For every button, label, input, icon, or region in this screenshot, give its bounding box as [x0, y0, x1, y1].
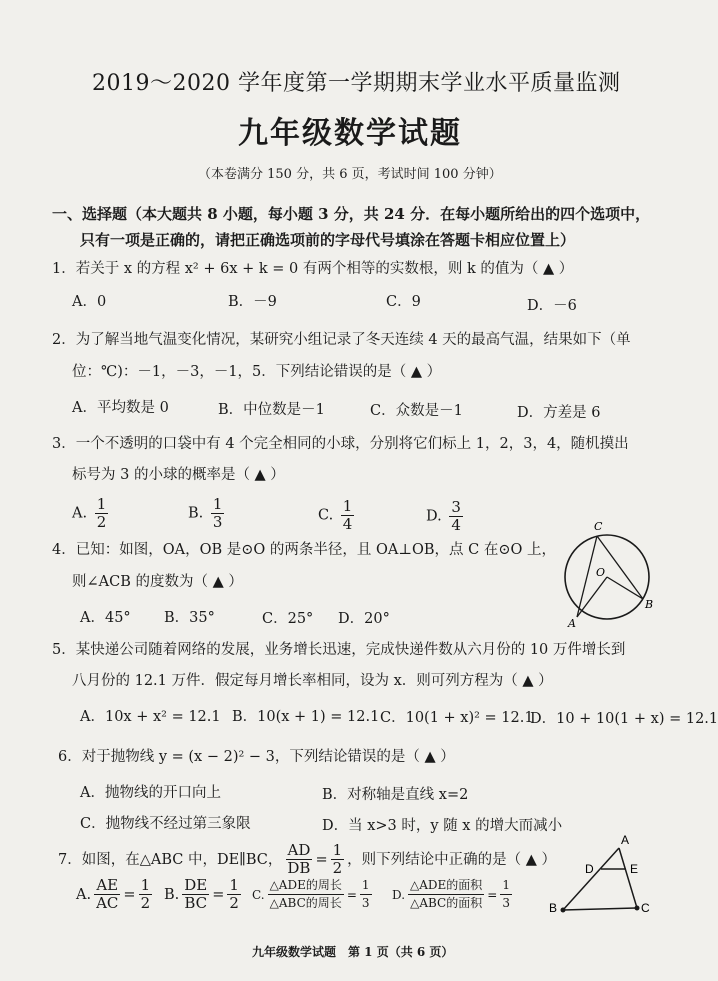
question-3-option-a: A. $\frac{1}{2}$ — [72, 495, 107, 531]
circle-figure — [555, 520, 665, 632]
label-a: A — [568, 617, 576, 630]
question-1-stem: 1．若关于 x 的方程 x² + 6x + k = 0 有两个相等的实数根，则 k 的值为（ ▲ ） — [52, 261, 574, 277]
label-e: E — [630, 862, 639, 876]
triangle-figure — [545, 832, 665, 918]
question-5-option-d: D．10 + 10(1 + x) = 12.1 — [530, 711, 718, 727]
question-3-option-d: D. $\frac{3}{4}$ — [426, 498, 461, 534]
question-7-option-d: D. $\frac{\text{△ADE的面积}}{\text{△ABC的面积}}$ = $\frac{1}{3}$ — [392, 878, 510, 910]
exam-note: （本卷满分 150 分，共 6 页，考试时间 100 分钟） — [198, 167, 502, 182]
label-o: O — [596, 566, 606, 579]
question-6-option-c: C．抛物线不经过第三象限 — [80, 816, 251, 832]
radius-ob — [607, 577, 643, 599]
label-d: D — [585, 862, 594, 876]
label-a: A — [621, 833, 630, 847]
question-4-stem-line1: 4．已知：如图，OA，OB 是⊙O 的两条半径，且 OA⊥OB，点 C 在⊙O 上， — [52, 542, 556, 558]
question-2-option-d: D．方差是 6 — [517, 405, 601, 421]
page-footer: 九年级数学试题 第 1 页（共 6 页） — [252, 945, 454, 959]
label-b: B — [549, 901, 558, 915]
question-2-option-a: A．平均数是 0 — [72, 400, 169, 416]
question-5-option-b: B．10(x + 1) = 12.1 — [232, 709, 380, 725]
section-heading-line1: 一、选择题（本大题共 8 小题，每小题 3 分，共 24 分．在每小题所给出的四个选项中， — [52, 205, 651, 223]
question-5-stem-line2: 八月份的 12.1 万件．假定每月增长率相同，设为 x．则可列方程为（ ▲ ） — [72, 673, 553, 689]
question-5-option-c: C．10(1 + x)² = 12.1 — [380, 710, 534, 726]
label-b: B — [645, 598, 654, 611]
question-6-option-a: A．抛物线的开口向上 — [80, 785, 221, 801]
question-2-stem-line2: 位：℃)：－1，－3，－1，5．下列结论错误的是（ ▲ ） — [72, 364, 442, 380]
exam-series-title: 2019～2020 学年度第一学期期末学业水平质量监测 — [92, 71, 621, 96]
question-3-option-b: B. $\frac{1}{3}$ — [188, 495, 223, 531]
question-7-option-b: B. $\frac{DE}{BC}$ = $\frac{1}{2}$ — [164, 876, 239, 912]
question-6-option-b: B．对称轴是直线 x=2 — [322, 787, 469, 803]
question-4-option-c: C．25° — [262, 611, 314, 627]
segment-ca — [577, 536, 597, 617]
side-ab — [563, 848, 619, 910]
question-4-option-b: B．35° — [164, 610, 215, 626]
question-2-option-b: B．中位数是－1 — [218, 402, 325, 418]
section-heading-line2: 只有一项是正确的，请把正确选项前的字母代号填涂在答题卡相应位置上） — [80, 231, 576, 249]
question-6-stem: 6．对于抛物线 y = (x − 2)² − 3，下列结论错误的是（ ▲ ） — [58, 749, 455, 765]
question-1-option-b: B．－9 — [228, 294, 277, 310]
question-4-option-a: A．45° — [80, 610, 131, 626]
side-bc — [563, 908, 637, 910]
question-1-option-a: A．0 — [72, 294, 107, 310]
question-5-stem-line1: 5．某快递公司随着网络的发展，业务增长迅速，完成快递件数从六月份的 10 万件增长到 — [52, 642, 626, 658]
question-6-option-d: D．当 x>3 时，y 随 x 的增大而减小 — [322, 818, 563, 834]
label-c: C — [594, 520, 603, 533]
question-3-option-c: C. $\frac{1}{4}$ — [318, 497, 353, 533]
question-7-option-c: C. $\frac{\text{△ADE的周长}}{\text{△ABC的周长}}$ = $\frac{1}{3}$ — [252, 878, 370, 910]
question-3-stem-line1: 3．一个不透明的口袋中有 4 个完全相同的小球，分别将它们标上 1，2，3，4，随机摸出 — [52, 436, 629, 452]
label-c: C — [641, 901, 650, 915]
question-1-option-d: D．－6 — [527, 298, 577, 314]
page-title: 九年级数学试题 — [238, 116, 462, 151]
question-5-option-a: A．10x + x² = 12.1 — [80, 709, 221, 725]
side-ac — [619, 848, 637, 908]
question-2-option-c: C．众数是－1 — [370, 403, 463, 419]
question-3-stem-line2: 标号为 3 的小球的概率是（ ▲ ） — [72, 467, 285, 483]
question-1-option-c: C．9 — [386, 294, 421, 310]
point-c — [635, 906, 640, 911]
point-b — [561, 908, 566, 913]
question-7-stem: 7．如图，在△ABC 中，DE∥BC， $\frac{AD}{DB}$ = $\frac{1}{2}$ ，则下列结论中正确的是（ ▲ ） — [58, 841, 557, 877]
question-4-option-d: D．20° — [338, 611, 390, 627]
question-4-stem-line2: 则∠ACB 的度数为（ ▲ ） — [72, 574, 243, 590]
question-2-stem-line1: 2．为了解当地气温变化情况，某研究小组记录了冬天连续 4 天的最高气温，结果如下（单 — [52, 332, 631, 348]
question-7-option-a: A. $\frac{AE}{AC}$ = $\frac{1}{2}$ — [76, 876, 151, 912]
